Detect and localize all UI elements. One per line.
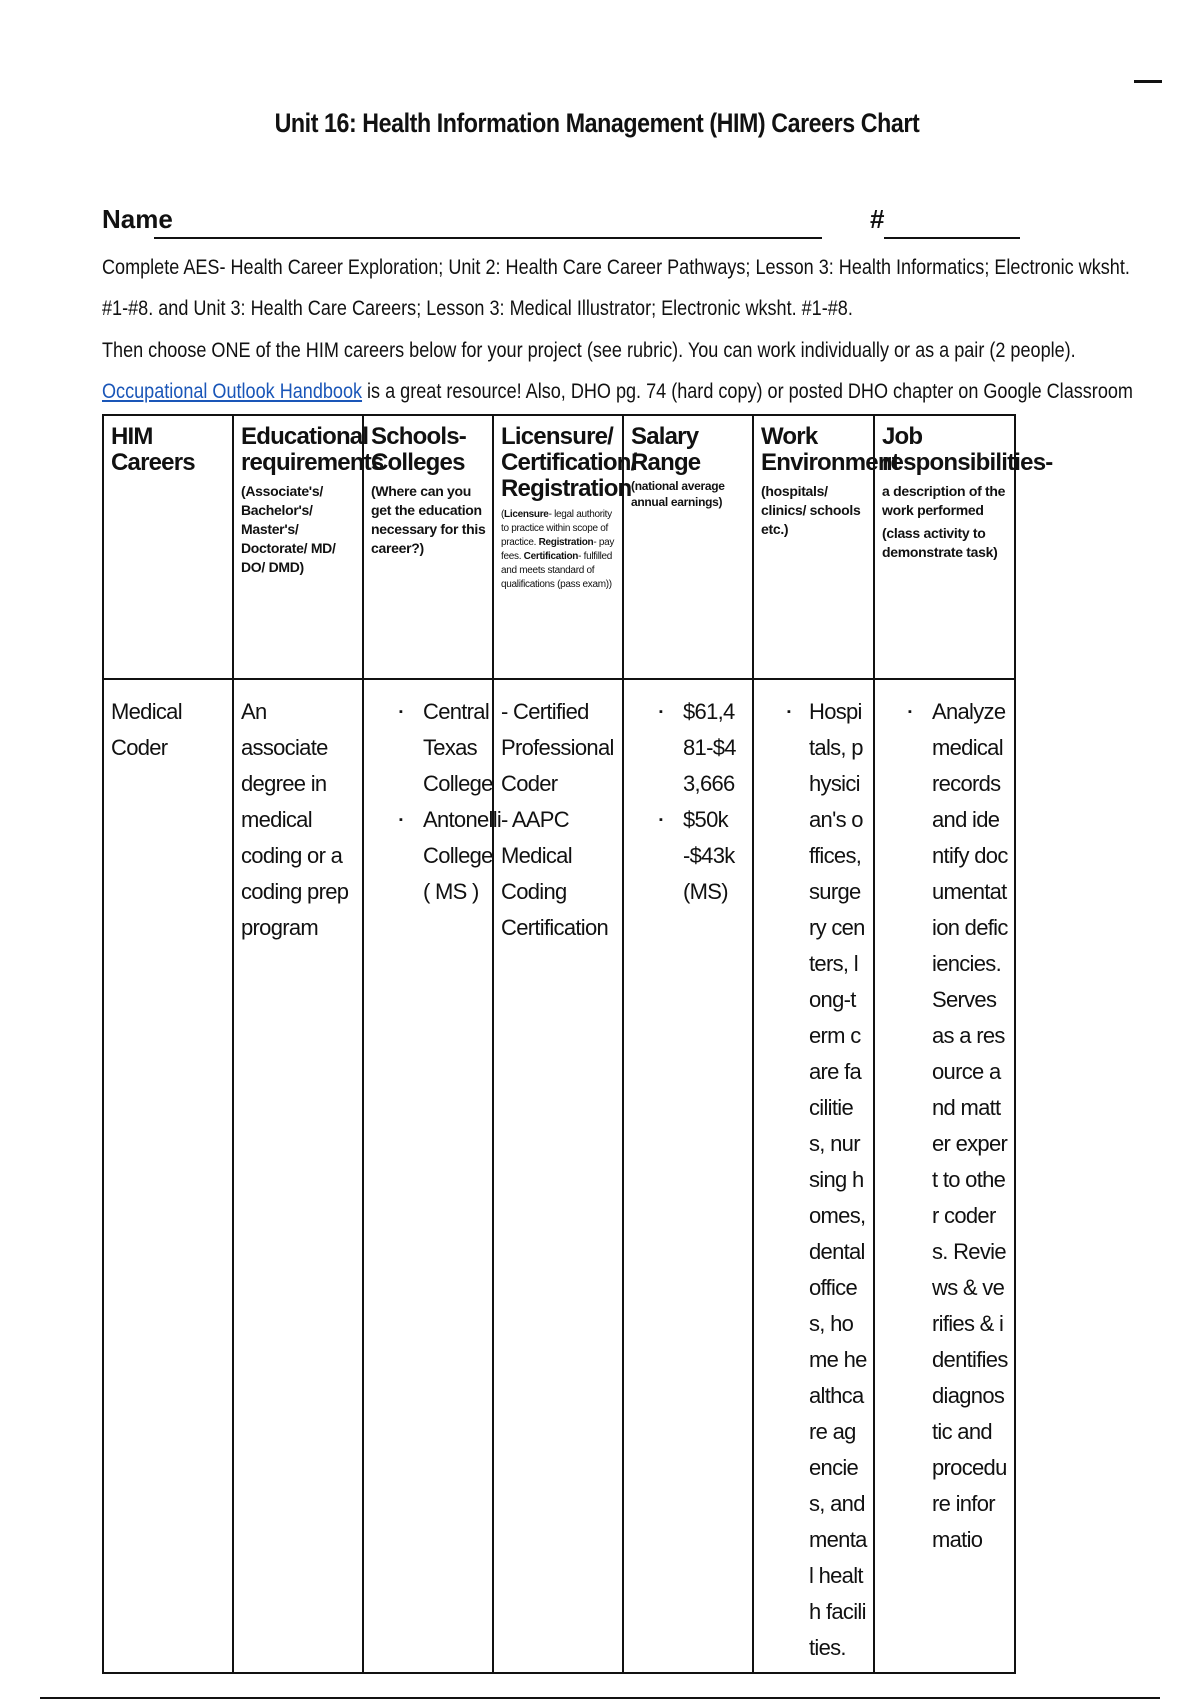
certification-def: - fulfilled and meets standard of qualifications (pass exam)) — [501, 551, 613, 590]
instruction-line-4 — [102, 378, 1133, 406]
job-list — [882, 694, 1008, 1558]
header-salary-sub: (national average annual earnings) — [631, 479, 725, 509]
list-item: ▪ Analyze medical records and identify documentation deficiencies. Serves as a resource and matter expert to other coders. Reviews & verifies & identifies diagnostic and procedure informatio — [882, 694, 1008, 1558]
header-careers — [103, 415, 233, 679]
name-row — [102, 204, 1022, 244]
list-item: ▪ Antonelli College ( MS ) — [371, 802, 486, 910]
licensure-item-1: - Certified Professional Coder — [501, 699, 614, 796]
cell-education — [233, 679, 363, 1673]
page-bottom-rule — [40, 1697, 1160, 1699]
licensure-item-2: - AAPC Medical Coding Certification — [501, 807, 609, 940]
header-job-sub2: (class activity to demonstrate task) — [882, 525, 998, 560]
certification-term: Certification — [523, 551, 579, 562]
cell-salary — [623, 679, 753, 1673]
education-text: An associate degree in medical coding or a coding prep program — [241, 699, 349, 940]
list-item: ▪ Hospitals, physician's offices, surgery centers, long-term care facilities, nursing homes, dental offices, home healthcare agencies, and mental health facilities. — [761, 694, 867, 1666]
list-item: ▪ $61,481-$43,666 — [631, 694, 746, 802]
page-title: Unit 16: Health Information Management (HIM) Careers Chart — [274, 108, 920, 138]
table-header-row — [103, 415, 1015, 679]
careers-chart-table — [102, 414, 1053, 1674]
header-salary-title: Salary Range — [631, 423, 701, 476]
instruction-line-4-rest: is a great resource! Also, DHO pg. 74 (hard copy) or posted DHO chapter on Google Classroom — [362, 380, 1133, 403]
registration-def: - pay fees. — [501, 537, 615, 562]
header-licensure — [493, 415, 637, 679]
instruction-line-3: Then choose ONE of the HIM careers below for your project (see rubric). You can work individually or as a pair (2 people). — [102, 339, 1076, 362]
occupational-outlook-handbook-link[interactable]: Occupational Outlook Handbook — [102, 380, 363, 403]
header-licensure-sub: (Licensure- legal authority to practice within scope of practice. Registration- pay fees. Certification- fulfilled and meets standard of qualifications (pass exam)) — [501, 509, 615, 590]
list-item: ▪ $50k-$43k (MS) — [631, 802, 746, 910]
header-education-title: Educational requirements — [241, 423, 384, 476]
cell-work — [753, 679, 874, 1673]
header-licensure-title: Licensure/ Certification/ Registration — [501, 423, 637, 502]
instruction-line-1: Complete AES- Health Career Exploration; Unit 2: Health Care Career Pathways; Lesson 3: Health Informatics; Electronic wksht. — [102, 256, 1130, 279]
header-work-title: Work Environment — [761, 423, 899, 476]
number-blank-line[interactable] — [884, 237, 1020, 239]
header-salary — [623, 415, 753, 679]
schools-list — [371, 694, 502, 910]
header-work-sub: (hospitals/ clinics/ schools etc.) — [761, 483, 861, 537]
header-education-sub: (Associate's/ Bachelor's/ Master's/ Doctorate/ MD/ DO/ DMD) — [241, 483, 336, 575]
number-label: # — [870, 204, 885, 234]
cell-schools — [363, 679, 502, 1673]
header-schools — [363, 415, 493, 679]
name-label: Name — [102, 204, 173, 234]
list-item: ▪ Central Texas College — [371, 694, 486, 802]
registration-term: Registration — [538, 537, 594, 548]
cell-job — [874, 679, 1015, 1673]
header-job-title: Job responsibilities- — [882, 423, 1053, 476]
table-row — [103, 679, 1015, 1673]
header-job — [874, 415, 1053, 679]
licensure-def: - legal authority to practice within scope of practice. — [501, 509, 612, 548]
cell-licensure — [493, 679, 623, 1673]
work-list — [761, 694, 867, 1666]
header-schools-title: Schools-Colleges — [371, 423, 466, 476]
instruction-line-2: #1-#8. and Unit 3: Health Care Careers; Lesson 3: Medical Illustrator; Electronic wksht. #1-#8. — [102, 297, 853, 320]
career-name: Medical Coder — [111, 699, 182, 760]
header-job-sub: a description of the work performed — [882, 483, 1006, 518]
header-careers-title: HIM Careers — [111, 423, 195, 476]
corner-dash — [1134, 80, 1162, 83]
header-education — [233, 415, 384, 679]
salary-list — [631, 694, 746, 910]
name-blank-line[interactable] — [154, 237, 822, 239]
header-schools-sub: (Where can you get the education necessary for this career?) — [371, 483, 486, 556]
licensure-term: Licensure — [504, 509, 549, 520]
cell-career — [103, 679, 233, 1673]
header-work — [753, 415, 899, 679]
